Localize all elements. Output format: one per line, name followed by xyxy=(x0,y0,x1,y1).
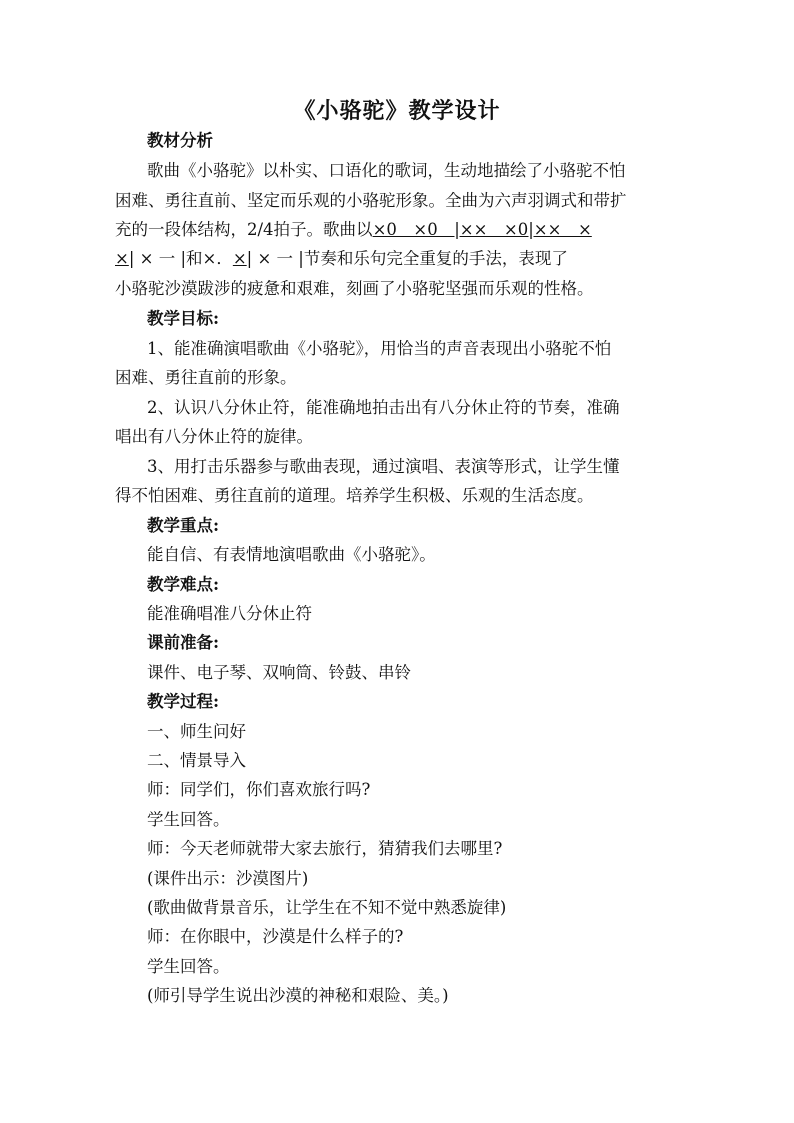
process-step: (歌曲做背景音乐，让学生在不知不觉中熟悉旋律) xyxy=(147,898,507,917)
difficulty-text: 能准确唱准八分休止符 xyxy=(147,604,312,623)
goal-2-line-2: 唱出有八分休止符的旋律。 xyxy=(115,427,313,446)
document-title: 《小骆驼》教学设计 xyxy=(293,98,501,124)
process-step: 学生回答。 xyxy=(147,810,230,829)
process-step: 师：今天老师就带大家去旅行，猜猜我们去哪里? xyxy=(147,839,503,858)
analysis-line-3 xyxy=(115,217,592,243)
analysis-line-1: 歌曲《小骆驼》以朴实、口语化的歌词，生动地描绘了小骆驼不怕 xyxy=(147,161,626,180)
goal-3-line-2: 得不怕困难、勇往直前的道理。培养学生积极、乐观的生活态度。 xyxy=(115,486,594,505)
goals-heading: 教学目标: xyxy=(147,309,220,328)
rhythm-pattern-a: ×0 ×0 |×× ×0|×× × xyxy=(372,220,592,239)
process-step: (课件出示：沙漠图片) xyxy=(147,869,309,888)
goal-3-line-1: 3、用打击乐器参与歌曲表现，通过演唱、表演等形式，让学生懂 xyxy=(147,457,620,476)
difficulty-heading: 教学难点: xyxy=(147,575,220,594)
prep-heading: 课前准备: xyxy=(147,633,220,652)
rhythm-pattern-b: | × 一 |和×． xyxy=(128,249,233,268)
goal-2-line-1: 2、认识八分休止符，能准确地拍击出有八分休止符的节奏，准确 xyxy=(147,398,620,417)
goal-1-line-2: 困难、勇往直前的形象。 xyxy=(115,368,297,387)
analysis-heading: 教材分析 xyxy=(147,131,213,150)
analysis-line-4 xyxy=(115,246,568,272)
rhythm-note-1: × xyxy=(115,249,129,268)
process-step: 一、师生问好 xyxy=(147,722,246,741)
process-step: 师：同学们，你们喜欢旅行吗? xyxy=(147,780,371,799)
process-step: 二、情景导入 xyxy=(147,751,246,770)
process-step: 学生回答。 xyxy=(147,957,230,976)
rhythm-note-2: × xyxy=(232,249,247,268)
analysis-line-4-text: | × 一 |节奏和乐句完全重复的手法，表现了 xyxy=(246,249,568,268)
prep-text: 课件、电子琴、双响筒、铃鼓、串铃 xyxy=(147,663,411,682)
process-heading: 教学过程: xyxy=(147,692,220,711)
key-heading: 教学重点: xyxy=(147,516,220,535)
analysis-line-2: 困难、勇往直前、坚定而乐观的小骆驼形象。全曲为六声羽调式和带扩 xyxy=(115,191,627,210)
process-step: 师：在你眼中，沙漠是什么样子的? xyxy=(147,927,404,946)
key-text: 能自信、有表情地演唱歌曲《小骆驼》。 xyxy=(147,545,436,564)
analysis-line-5: 小骆驼沙漠跋涉的疲惫和艰难，刻画了小骆驼坚强而乐观的性格。 xyxy=(115,279,594,298)
goal-1-line-1: 1、能准确演唱歌曲《小骆驼》，用恰当的声音表现出小骆驼不怕 xyxy=(147,339,612,358)
analysis-line-3-text: 充的一段体结构，2/4拍子。歌曲以 xyxy=(115,220,373,239)
process-step: (师引导学生说出沙漠的神秘和艰险、美。) xyxy=(147,986,449,1005)
